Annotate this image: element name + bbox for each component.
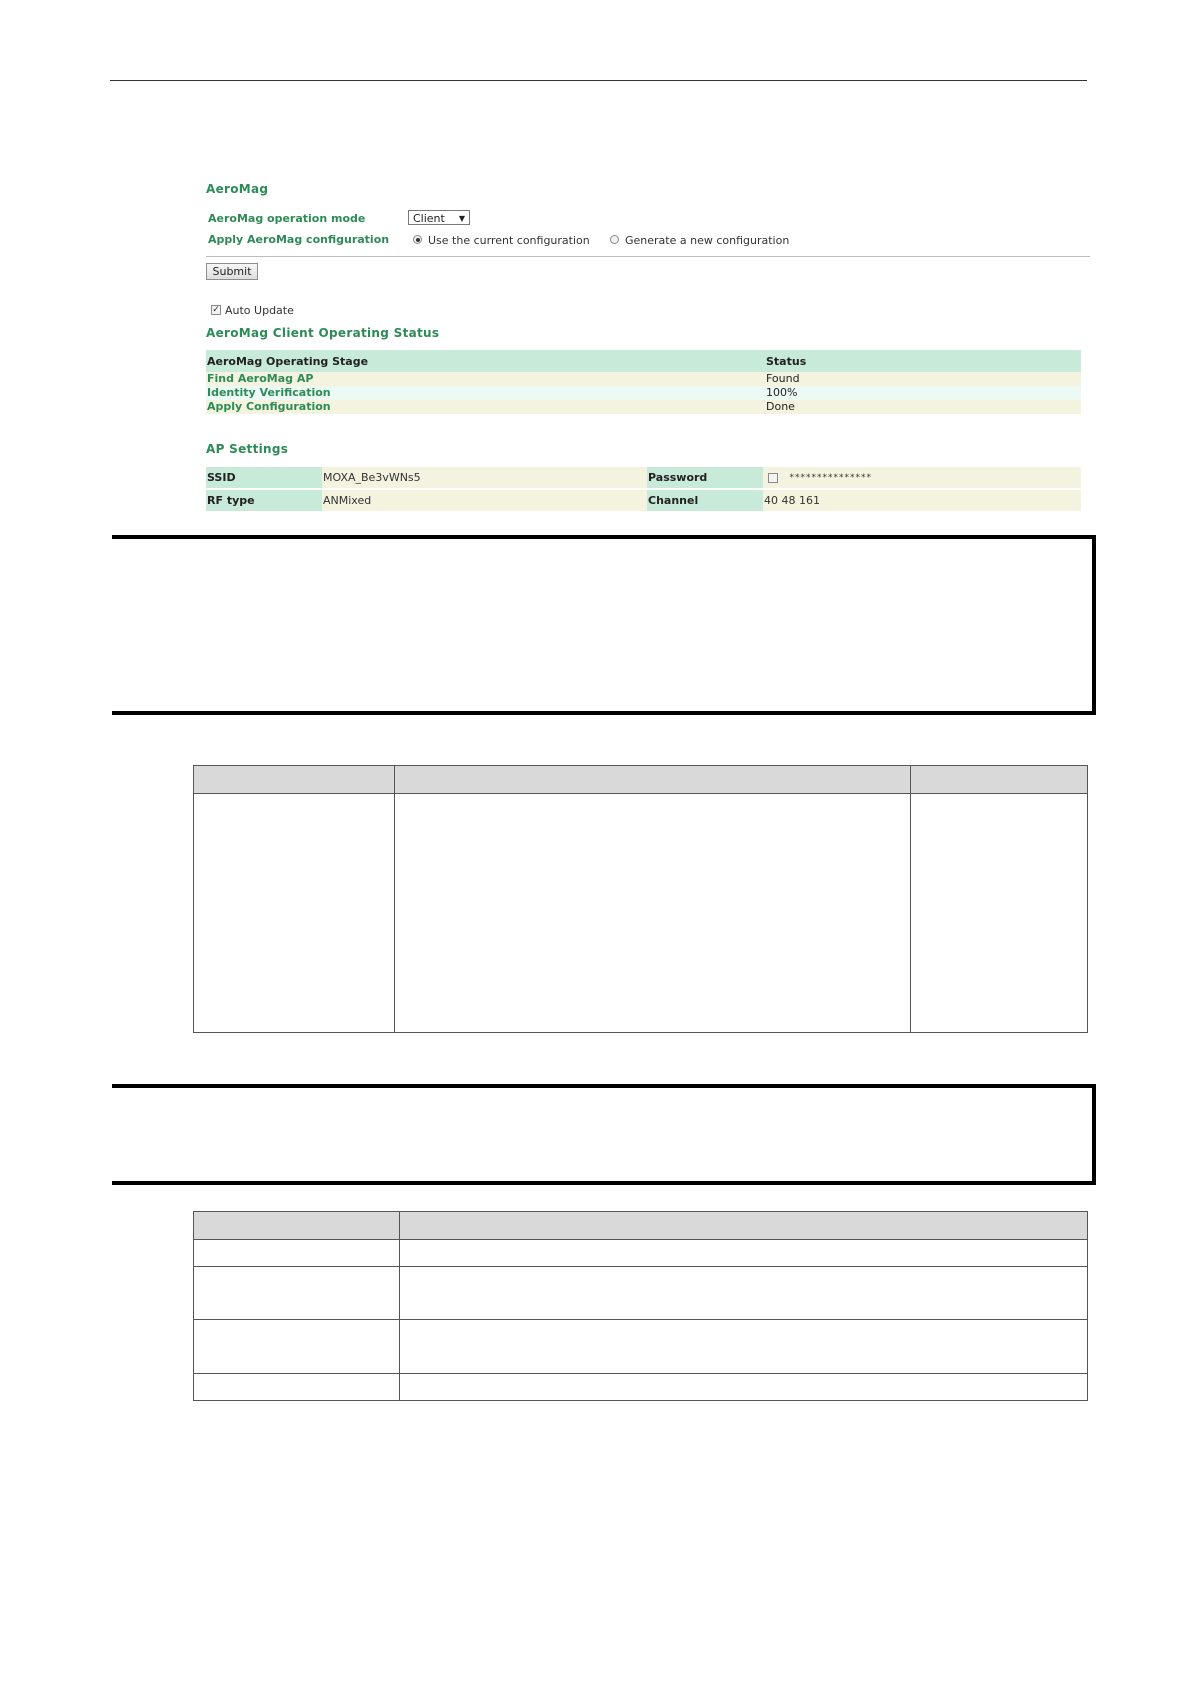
- operation-mode-select[interactable]: [408, 210, 470, 225]
- client-status-table: [206, 350, 1081, 414]
- status-cell: 100%: [765, 386, 1081, 400]
- auto-update-label: Auto Update: [225, 304, 294, 317]
- table-header-row: [194, 1212, 1088, 1240]
- operation-mode-value: Client: [413, 212, 445, 225]
- table-cell: [194, 1374, 400, 1401]
- ssid-label: SSID: [206, 467, 322, 488]
- table-header-cell: [400, 1212, 1088, 1240]
- password-cell: [763, 467, 1081, 488]
- table-cell: [395, 794, 911, 1033]
- table-header-row: [194, 766, 1088, 794]
- table-cell: [194, 1240, 400, 1267]
- table-cell: [400, 1267, 1088, 1320]
- ssid-value: MOXA_Be3vWNs5: [322, 467, 647, 488]
- table-cell: [400, 1320, 1088, 1374]
- client-status-title: AeroMag Client Operating Status: [206, 326, 440, 340]
- table-header-cell: [194, 1212, 400, 1240]
- stage-cell: Apply Configuration: [206, 400, 765, 414]
- table-row: [194, 1240, 1088, 1267]
- table-cell: [194, 794, 395, 1033]
- channel-label: Channel: [647, 490, 763, 511]
- aeromag-title: AeroMag: [206, 182, 269, 196]
- status-cell: Done: [765, 400, 1081, 414]
- ap-settings-title: AP Settings: [206, 442, 289, 456]
- table-header-row: [206, 350, 1081, 372]
- chevron-down-icon: ▼: [458, 214, 465, 223]
- radio-use-current-config[interactable]: [413, 235, 422, 244]
- stage-cell: Find AeroMag AP: [206, 372, 765, 386]
- table-cell: [400, 1240, 1088, 1267]
- table-header-cell: [194, 766, 395, 794]
- table-row: [194, 794, 1088, 1033]
- radio-use-current-label: Use the current configuration: [428, 234, 590, 247]
- table-row: [206, 400, 1081, 414]
- table-cell: [194, 1267, 400, 1320]
- note-box-bottom: [112, 1084, 1096, 1185]
- status-column-header: Status: [765, 350, 1081, 372]
- status-cell: Found: [765, 372, 1081, 386]
- auto-update-checkbox[interactable]: ✓: [212, 305, 220, 315]
- table-row: [206, 386, 1081, 400]
- page-header-rule: [110, 80, 1087, 81]
- table-row: [194, 1267, 1088, 1320]
- ap-settings-table: [206, 465, 1081, 513]
- stage-column-header: AeroMag Operating Stage: [206, 350, 765, 372]
- apply-config-label: Apply AeroMag configuration: [208, 233, 390, 246]
- rf-type-value: ANMixed: [322, 490, 647, 511]
- parameter-table-2: [193, 1211, 1088, 1401]
- submit-button[interactable]: Submit: [206, 263, 258, 280]
- table-row: [206, 467, 1081, 488]
- form-separator: [206, 256, 1090, 257]
- stage-cell: Identity Verification: [206, 386, 765, 400]
- show-password-checkbox[interactable]: [768, 473, 778, 483]
- table-header-cell: [911, 766, 1088, 794]
- table-header-cell: [395, 766, 911, 794]
- radio-generate-new-config[interactable]: [610, 235, 619, 244]
- channel-value: 40 48 161: [763, 490, 1081, 511]
- table-row: [194, 1374, 1088, 1401]
- rf-type-label: RF type: [206, 490, 322, 511]
- note-box-top: [112, 535, 1096, 715]
- operation-mode-label: AeroMag operation mode: [208, 212, 366, 225]
- parameter-table-1: [193, 765, 1088, 1033]
- table-cell: [400, 1374, 1088, 1401]
- password-value: ***************: [789, 473, 872, 483]
- password-label: Password: [647, 467, 763, 488]
- table-row: [194, 1320, 1088, 1374]
- table-row: [206, 372, 1081, 386]
- table-cell: [911, 794, 1088, 1033]
- radio-generate-new-label: Generate a new configuration: [625, 234, 790, 247]
- table-row: [206, 490, 1081, 511]
- table-cell: [194, 1320, 400, 1374]
